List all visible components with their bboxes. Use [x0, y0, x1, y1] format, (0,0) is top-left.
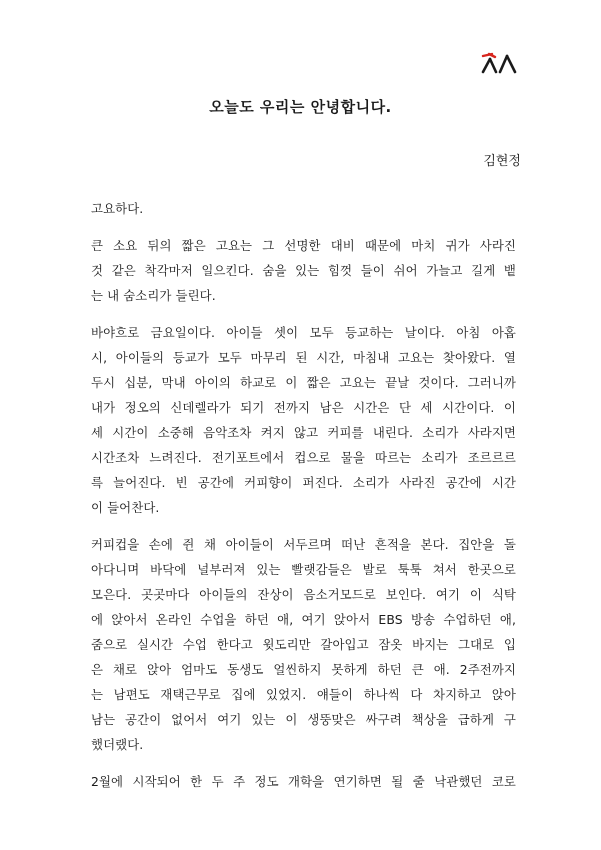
paragraph-line: 세 시간이 소중해 음악조차 켜지 않고 커피를 내린다. 소리가 사라지면: [91, 425, 516, 440]
paragraph-line: 2월에 시작되어 한 두 주 정도 개학을 연기하면 될 줄 낙관했던 코로: [91, 774, 516, 789]
paragraph-line: 모은다. 곳곳마다 아이들의 잔상이 음소거모드로 보인다. 여기 이 식탁: [91, 587, 516, 602]
publisher-logo-icon: [480, 52, 518, 74]
paragraph-line: 시, 아이들의 등교가 모두 마무리 된 시간, 마침내 고요는 찾아왔다. 열: [91, 350, 516, 365]
paragraph-line: 아다니며 바닥에 널부러져 있는 빨랫감들은 발로 툭툭 쳐서 한곳으로: [91, 562, 516, 577]
paragraph-line: 남는 공간이 없어서 여기 있는 이 생뚱맞은 싸구려 책상을 급하게 구: [91, 712, 516, 727]
paragraph-line: 커피컵을 손에 쥔 채 아이들이 서두르며 떠난 흔적을 본다. 집안을 돌: [91, 537, 516, 552]
paragraph-line: 큰 소요 뒤의 짧은 고요는 그 선명한 대비 때문에 마치 귀가 사라진: [91, 238, 516, 253]
paragraph-4: [83, 532, 516, 757]
paragraph-line: 했더랬다.: [91, 737, 144, 752]
paragraph-line: 에 앉아서 온라인 수업을 하던 애, 여기 앉아서 EBS 방송 수업하던 애,: [91, 612, 516, 627]
document-title: 오늘도 우리는 안녕합니다.: [209, 98, 392, 116]
paragraph-line: 고요하다.: [91, 201, 144, 216]
paragraph-line: 시간조차 느려진다. 전기포트에서 컵으로 물을 따르는 소리가 조르르르: [91, 450, 516, 465]
paragraph-3: [83, 320, 516, 520]
author-name: 김현정: [483, 154, 521, 169]
paragraph-2: [83, 233, 516, 308]
paragraph-line: 이 들어찬다.: [91, 500, 160, 515]
paragraph-line: 줌으로 실시간 수업 한다고 윗도리만 갈아입고 잠옷 바지는 그대로 입: [91, 637, 516, 652]
paragraph-line: 내가 정오의 신데렐라가 되기 전까지 남은 시간은 단 세 시간이다. 이: [91, 400, 516, 415]
paragraph-line: 두시 십분, 막내 아이의 하교로 이 짧은 고요는 끝날 것이다. 그러니까: [91, 375, 516, 390]
paragraph-line: 바야흐로 금요일이다. 아이들 셋이 모두 등교하는 날이다. 아침 아홉: [91, 325, 516, 340]
paragraph-line: 는 내 숨소리가 들린다.: [91, 288, 216, 303]
paragraph-line: 은 채로 앉아 엄마도 동생도 얼씬하지 못하게 하던 큰 애. 2주전까지: [91, 662, 516, 677]
paragraph-5: [83, 769, 516, 794]
document-body: [83, 196, 516, 806]
paragraph-1: [83, 196, 516, 221]
paragraph-line: 륵 늘어진다. 빈 공간에 커피향이 퍼진다. 소리가 사라진 공간에 시간: [91, 475, 516, 490]
paragraph-line: 는 남편도 재택근무로 집에 있었지. 얘들이 하나씩 다 차지하고 앉아: [91, 687, 516, 702]
paragraph-line: 것 같은 착각마저 일으킨다. 숨을 있는 힘껏 들이 쉬어 가늘고 길게 뱉: [91, 263, 516, 278]
